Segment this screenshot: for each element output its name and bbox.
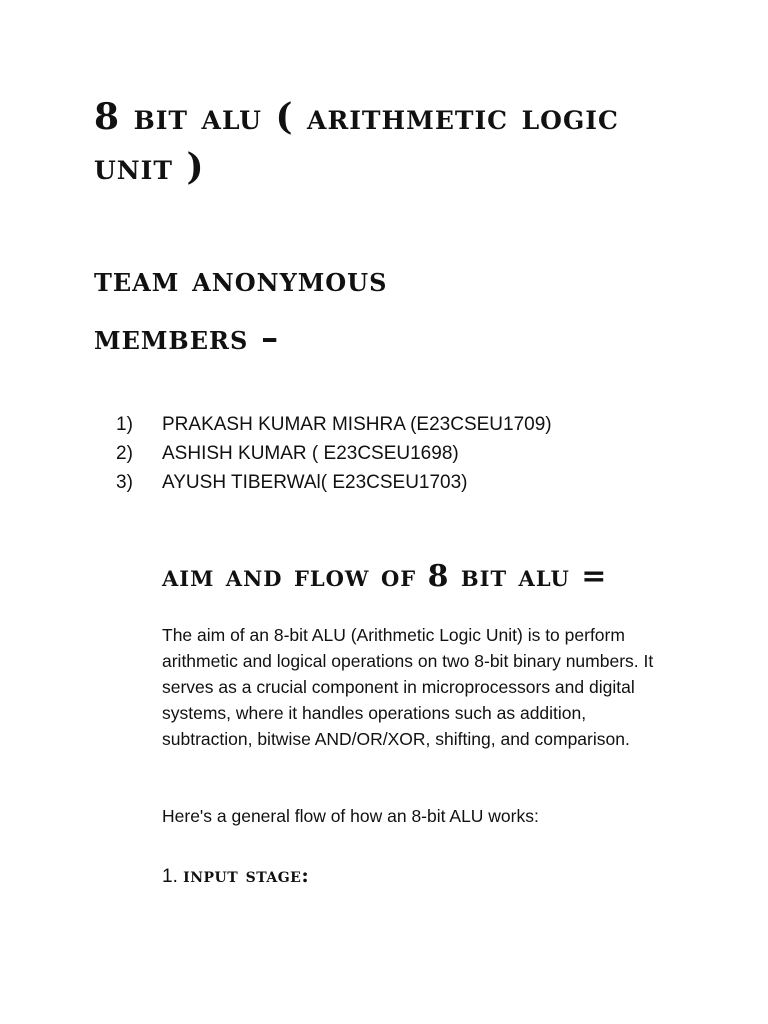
- aim-paragraph: The aim of an 8-bit ALU (Arithmetic Logic Unit) is to perform arithmetic and logical operations on two 8-bit binary numbers. It serves as a crucial component in microprocessors and digital systems, where it handles operations such as addition, subtraction, bitwise AND/OR/XOR, shifting, and comparison.: [162, 625, 654, 749]
- flow-intro-text: Here's a general flow of how an 8-bit ALU works:: [162, 806, 539, 826]
- member-name: AYUSH TIBERWAl( E23CSEU1703): [162, 472, 468, 493]
- input-stage-title: input stage:: [183, 863, 310, 887]
- member-name: PRAKASH KUMAR MISHRA (E23CSEU1709): [162, 414, 552, 435]
- list-number: 3): [116, 472, 133, 493]
- list-item: [116, 410, 552, 439]
- list-number: 1): [116, 414, 133, 435]
- list-item: [116, 439, 552, 468]
- members-heading: members –: [94, 318, 280, 358]
- list-number: 2): [116, 443, 133, 464]
- list-item: [116, 468, 552, 497]
- input-stage-heading: [162, 860, 309, 892]
- team-name-heading: team anonymous: [94, 260, 388, 300]
- input-stage-number: 1.: [162, 866, 178, 887]
- member-name: ASHISH KUMAR ( E23CSEU1698): [162, 443, 459, 464]
- members-list: [116, 410, 552, 497]
- aim-heading: aim and flow of 8 bit alu =: [162, 559, 608, 594]
- document-title: 8 bit alu ( arithmetic logic unit ): [94, 96, 619, 188]
